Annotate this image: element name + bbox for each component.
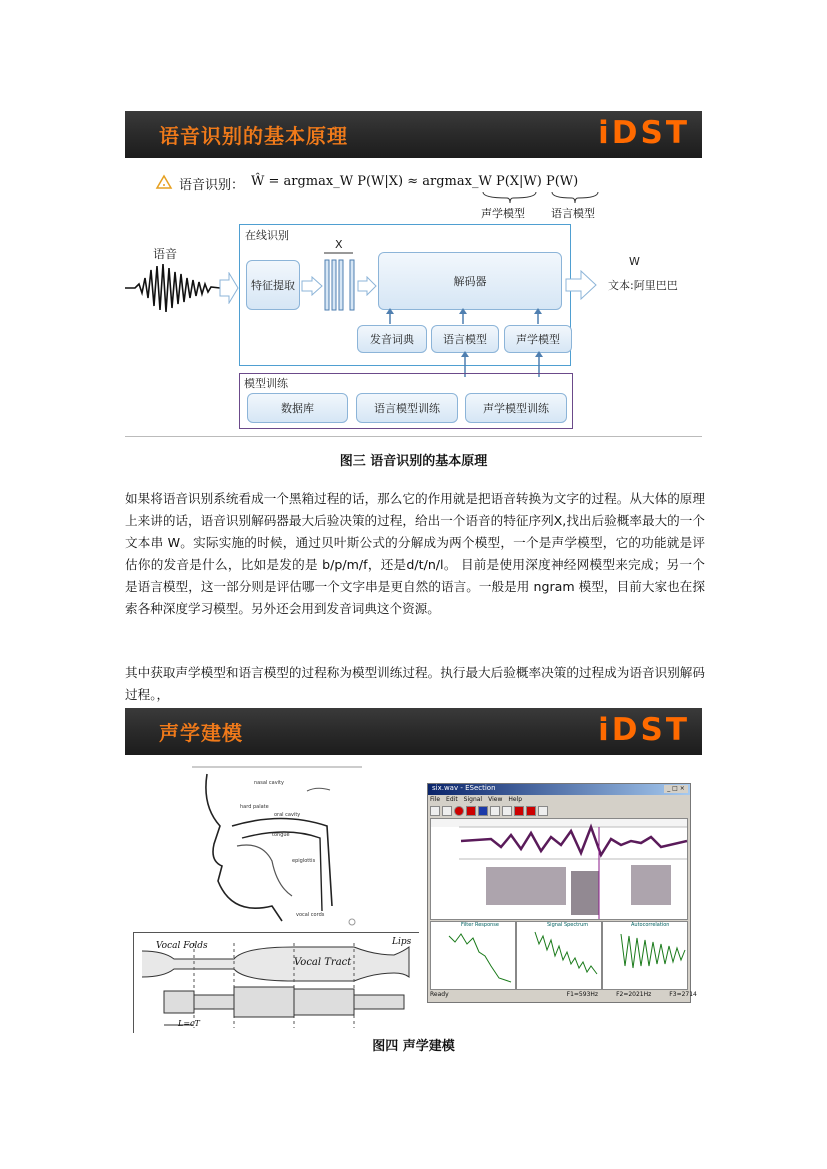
length-label: L=cT [178,1019,200,1028]
menu-signal[interactable]: Signal [463,796,483,803]
feature-extraction-box: 特征提取 [246,260,300,310]
autocorrelation-title: Autocorrelation [631,922,670,928]
acoustic-model-label: 声学模型 [481,207,525,220]
menu-edit[interactable]: Edit [446,796,458,803]
svg-text:nasal cavity: nasal cavity [254,780,284,786]
toolbar-play-icon[interactable] [478,806,488,816]
filter-response-panel [430,921,516,990]
toolbar-marker-icon[interactable] [514,806,524,816]
warning-triangle-icon [155,174,173,190]
formula-equation: Ŵ = argmax_W P(W|X) ≈ argmax_W P(X|W) P(W) [251,174,579,189]
toolbar-help-icon[interactable] [538,806,548,816]
arrow-to-feature-icon [219,272,239,304]
toolbar-open-icon[interactable] [430,806,440,816]
feature-vectors-icon [323,252,359,314]
idst-logo: iDST [598,712,690,748]
svg-text:vocal cords: vocal cords [296,912,325,918]
vocal-anatomy-illustration [192,766,367,928]
signal-spectrum-plot [517,922,601,989]
figure4-caption: 图四 声学建模 [372,1039,455,1054]
svg-text:hard palate: hard palate [240,804,269,810]
language-model-box: 语言模型 [431,325,499,353]
arrow-to-x-icon [301,276,323,296]
status-ready: Ready [430,991,449,998]
menu-help[interactable]: Help [508,796,523,803]
online-recognition-label: 在线识别 [245,229,289,242]
vocal-tract-label: Vocal Tract [294,957,352,968]
database-box: 数据库 [247,393,348,423]
signal-spectrum-panel [516,921,602,990]
toolbar [430,806,686,816]
window-title: six.wav - ESection [432,784,496,792]
window-titlebar [428,784,690,795]
arrow-to-decoder-icon [357,276,377,296]
paragraph-1-text: 如果将语音识别系统看成一个黑箱过程的话，那么它的作用就是把语音转换为文字的过程。从大体的原理上来讲的话，语音识别解码器最大后验决策的过程，给出一个语音的特征序列X,找出后验概率最大的一个文本串 W。实际实施的时候，通过贝叶斯公式的分解成为两个模型，一个是声学模型，它的功能就是评估你的发音是什么，比如是发的是 b/p/m/f，还是d/t/n/l。 目前是使用深度神经网模型来完成；另一个是语言模型，这一部分则是评估哪一个文字串是更自然的语言。一般是用 ngram 模型，目前大家也在探索各种深度学习模型。另外还会用到发音词典这个资源。 [125,491,705,616]
formula-prefix: 语音识别： [179,178,245,193]
status-f2: F2=2021Hz [616,991,652,998]
idst-logo: iDST [598,115,690,151]
figure-divider [125,436,702,437]
waveform-spectrogram-panel [430,818,688,920]
menu-file[interactable]: File [430,796,441,803]
body-paragraph-2 [125,662,705,706]
decoder-box: 解码器 [378,252,562,310]
svg-text:oral cavity: oral cavity [274,812,301,818]
body-paragraph-1 [125,488,705,620]
signal-spectrum-title: Signal Spectrum [547,922,589,928]
formula-area [155,172,635,222]
lm-training-box: 语言模型训练 [356,393,458,423]
lips-label: Lips [392,937,412,947]
toolbar-record-icon[interactable] [454,806,464,816]
paragraph-2-text: 其中获取声学模型和语言模型的过程称为模型训练过程。执行最大后验概率决策的过程成为语音识别解码过程。， [125,665,705,702]
section-banner-acoustic [125,708,702,755]
waveform-icon [125,260,220,316]
vocal-tract-tube [133,932,419,1033]
toolbar-marker2-icon[interactable] [526,806,536,816]
vocal-folds-label: Vocal Folds [156,941,208,951]
output-w-label: W [629,255,640,268]
autocorrelation-panel [602,921,688,990]
filter-response-title: Filter Response [461,922,499,928]
arrow-to-output-icon [565,270,597,300]
svg-text:epiglottis: epiglottis [292,858,316,864]
am-training-box: 声学模型训练 [465,393,567,423]
toolbar-stop-icon[interactable] [466,806,476,816]
menu-bar [430,796,522,805]
language-model-label: 语言模型 [551,207,595,220]
filter-response-plot [431,922,515,989]
lexicon-box: 发音词典 [357,325,427,353]
toolbar-save-icon[interactable] [442,806,452,816]
model-arrows-icon [378,308,568,326]
toolbar-grid-icon[interactable] [502,806,512,816]
output-text-label: 文本:阿里巴巴 [608,279,678,292]
toolbar-zoom-icon[interactable] [490,806,500,816]
acoustic-model-box: 声学模型 [504,325,572,353]
x-label: X [335,238,343,251]
menu-view[interactable]: View [488,796,503,803]
svg-text:tongue: tongue [272,832,290,838]
status-f1: F1=593Hz [566,991,599,998]
status-bar [430,991,697,1000]
model-training-label: 模型训练 [244,377,288,390]
input-speech-label: 语音 [153,247,178,261]
section-banner-principle [125,111,702,158]
esection-window [427,783,697,1003]
window-controls[interactable]: _ □ × [664,785,688,793]
banner-title: 语音识别的基本原理 [159,124,348,148]
autocorrelation-plot [603,922,687,989]
asr-diagram [125,222,702,432]
spectrogram-drawing [431,819,687,919]
figure3-caption: 图三 语音识别的基本原理 [339,454,488,469]
banner-title: 声学建模 [159,721,243,745]
status-f3: F3=2714 [669,991,697,998]
